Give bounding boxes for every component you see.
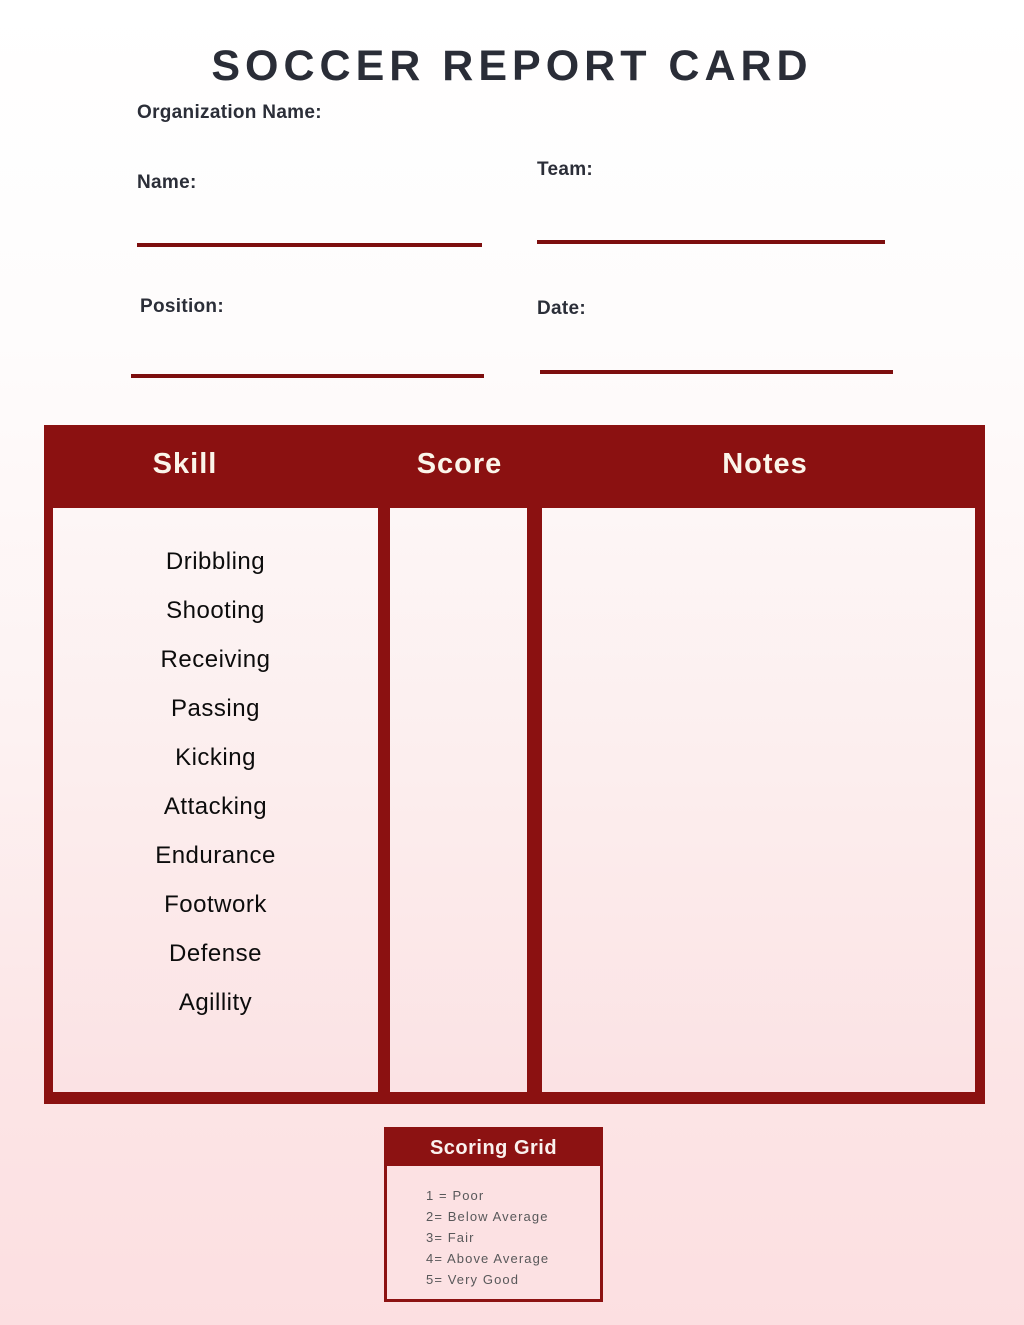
table-header-notes: Notes <box>722 448 808 480</box>
scoring-item: 4= Above Average <box>426 1251 550 1266</box>
skill-item: Kicking <box>175 744 256 771</box>
scoring-grid-legend <box>387 1166 600 1290</box>
skill-item: Endurance <box>155 842 276 869</box>
scoring-grid <box>384 1127 603 1302</box>
skills-table <box>44 425 985 1104</box>
name-input-line[interactable] <box>137 243 482 247</box>
position-label: Position: <box>140 296 224 317</box>
scoring-item: 3= Fair <box>426 1230 475 1245</box>
position-input-line[interactable] <box>131 374 484 378</box>
organization-name-label: Organization Name: <box>137 102 322 123</box>
skill-item: Agillity <box>178 989 253 1016</box>
page-title: SOCCER REPORT CARD <box>211 41 813 90</box>
skill-column <box>53 508 378 1092</box>
skill-list <box>53 508 378 1027</box>
team-input-line[interactable] <box>537 240 885 244</box>
skill-item: Attacking <box>163 793 268 820</box>
name-label: Name: <box>137 172 197 193</box>
date-input-line[interactable] <box>540 370 893 374</box>
notes-column-input-area[interactable] <box>542 508 975 1092</box>
date-label: Date: <box>537 298 587 319</box>
skill-item: Defense <box>169 940 262 967</box>
skill-item: Passing <box>171 695 260 722</box>
scoring-grid-title: Scoring Grid <box>387 1130 600 1166</box>
scoring-item: 5= Very Good <box>426 1272 520 1287</box>
score-column-input-area[interactable] <box>390 508 527 1092</box>
table-header-skill: Skill <box>152 448 218 480</box>
scoring-item: 1 = Poor <box>426 1188 485 1203</box>
table-header-score: Score <box>416 448 503 480</box>
skill-item: Footwork <box>164 891 267 918</box>
skill-item: Receiving <box>160 646 271 673</box>
skill-item: Dribbling <box>165 548 266 575</box>
scoring-item: 2= Below Average <box>426 1209 549 1224</box>
skill-item: Shooting <box>166 597 265 624</box>
team-label: Team: <box>537 159 594 180</box>
